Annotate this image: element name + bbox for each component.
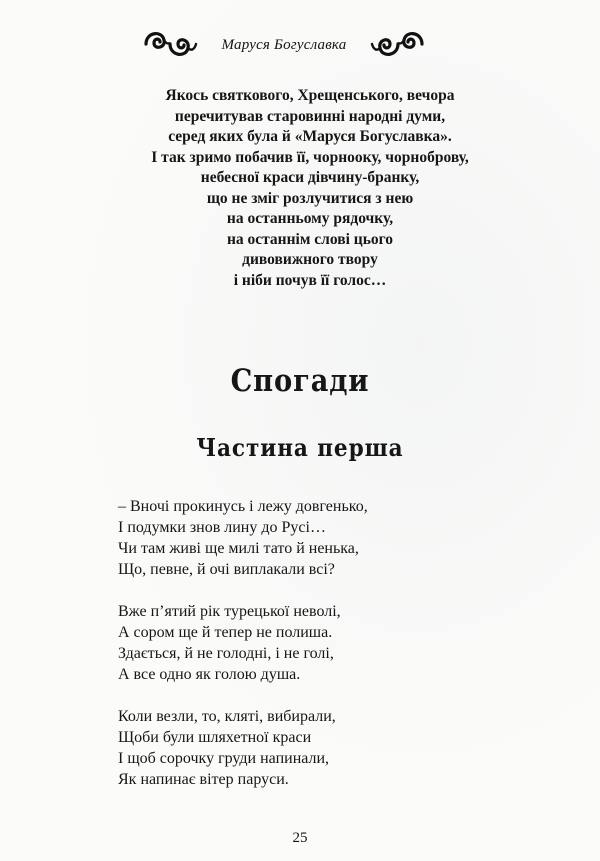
intro-line: на останнім слові цього [226,230,394,248]
intro-line: дивовижного твору [242,251,378,268]
intro-line: і ніби почув її голос… [233,271,387,289]
poem-stanza [118,706,538,790]
poem-line: І подумки знов лину до Русі… [118,519,326,536]
poem-stanza [118,496,538,580]
poem-line: Вже п’ятий рік турецької неволі, [118,603,341,620]
intro-line: Якось святкового, Хрещенського, вечора [165,87,455,104]
poem-line: – Вночі прокинусь і лежу довгенько, [118,498,368,515]
poem-line: Здається, й не голодні, і не голі, [118,645,334,662]
running-header [0,26,600,66]
scroll-ornament-icon [368,26,428,62]
poem-line: А все одно як голою душа. [118,666,301,683]
intro-line: серед яких була й «Маруся Богуславка». [168,128,452,145]
scroll-ornament-icon [140,26,200,62]
intro-line: що не зміг розлучитися з нею [206,189,414,207]
poem-line: Чи там живі ще милі тато й ненька, [118,540,359,557]
running-title: Маруся Богуславка [221,37,347,53]
poem-line: А сором ще й тепер не полиша. [118,624,333,641]
poem-line: Коли везли, то, кляті, вибирали, [118,708,336,725]
poem-line: Як напинає вітер паруси. [118,771,289,788]
poem-stanza [118,601,538,685]
intro-line: І так зримо побачив її, чорнооку, чорноброву, [151,148,469,166]
part-title: Частина перша [196,433,404,462]
poem-line: І щоб сорочку груди напинали, [118,750,330,767]
section-title: Спогади [230,363,370,399]
intro-epigraph [60,86,560,291]
page-number: 25 [292,830,308,846]
intro-line: на останньому рядочку, [226,210,394,227]
intro-line: небесної краси дівчину-бранку, [200,169,420,186]
intro-line: перечитував старовинні народні думи, [174,107,446,125]
poem-line: Щоби були шляхетної краси [118,729,312,746]
poem-line: Що, певне, й очі виплакали всі? [118,561,335,578]
poem-body [118,496,538,811]
